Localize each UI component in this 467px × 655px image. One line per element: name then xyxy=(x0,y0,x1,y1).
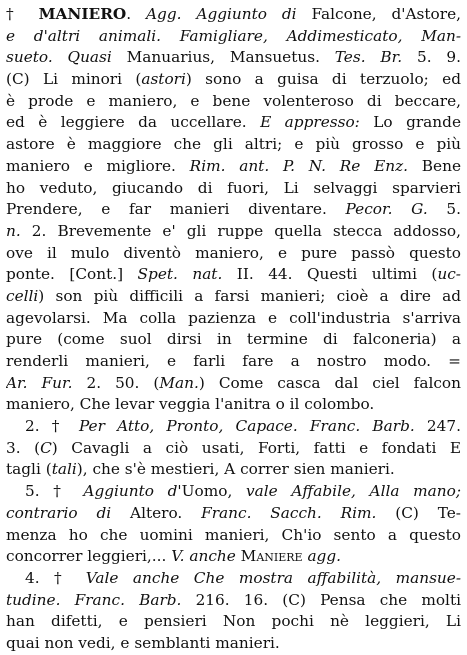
text-run: 2. 50. ( xyxy=(72,373,160,392)
text-run: II. 44. Questi ultimi ( xyxy=(222,265,438,284)
text-line xyxy=(6,134,461,156)
text-run: Per Atto, Pronto, Capace. Franc. Barb. xyxy=(78,417,415,436)
text-run: sueto. Quasi xyxy=(6,48,127,67)
text-line xyxy=(6,481,461,503)
text-run: tudine. Franc. Barb. xyxy=(6,590,182,609)
text-run: Agg. Aggiunto di xyxy=(146,5,312,23)
text-run: celli xyxy=(6,286,39,305)
text-run: Spet. nat. xyxy=(137,265,223,284)
text-run: 4. † xyxy=(25,568,86,587)
text-run: Ar. Fur. xyxy=(6,373,73,392)
text-run: astore è maggiore che gli altri; e più grosso e più xyxy=(6,135,461,154)
text-run: pure (come suol dirsi in termine di falconeria) a xyxy=(6,330,461,349)
text-run: Pecor. G. xyxy=(345,200,428,219)
text-line xyxy=(6,156,461,178)
text-run: ) sono a guisa di terzuolo; ed xyxy=(185,70,461,89)
text-line xyxy=(6,91,461,113)
text-run: ) Cavagli a ciò usati, Forti, fatti e fondati E xyxy=(51,438,461,457)
text-run: maniero, Che levar veggia l'anitra o il colombo. xyxy=(6,395,375,414)
text-run: menza ho che uomini manieri, Ch'io sento a questo xyxy=(6,525,461,544)
text-run: han difetti, e pensieri Non pochi nè leggieri, Li xyxy=(6,612,461,631)
text-run: 5. † xyxy=(25,482,84,501)
text-line xyxy=(6,351,461,373)
text-run: 5. 9. xyxy=(402,48,461,67)
text-line xyxy=(6,47,461,69)
text-line xyxy=(6,112,461,134)
text-line xyxy=(6,416,461,438)
text-run: Aggiunto d' xyxy=(83,482,182,501)
text-line xyxy=(6,329,461,351)
text-run: (C) Li minori ( xyxy=(6,70,142,89)
text-line xyxy=(6,503,461,525)
text-line xyxy=(6,525,461,547)
text-run: 5. xyxy=(427,200,461,219)
text-run: ), che s'è mestieri, A correr sien manieri. xyxy=(76,460,395,479)
text-run: n. xyxy=(6,221,21,240)
text-run: astori xyxy=(141,70,186,89)
text-run: Lo grande xyxy=(359,113,461,132)
text-line xyxy=(6,568,461,590)
text-line xyxy=(6,373,461,395)
text-run: 2. † xyxy=(25,417,79,436)
text-line xyxy=(6,221,461,243)
text-run: ove il mulo diventò maniero, e pure passò questo xyxy=(6,243,461,262)
text-run: Prendere, e far manieri diventare. xyxy=(6,200,346,219)
text-run: C xyxy=(40,438,52,457)
text-run: ) son più difficili a farsi manieri; cioè a dire ad xyxy=(38,286,461,305)
text-run: tagli ( xyxy=(6,460,52,479)
text-run: ponte. [Cont.] xyxy=(6,265,138,284)
text-run: Manuarius, Mansuetus. xyxy=(126,48,335,67)
text-run: Franc. Sacch. Rim. xyxy=(201,503,377,522)
text-run: uc- xyxy=(437,265,461,284)
text-run: Tes. Br. xyxy=(334,48,403,67)
text-run: Rim. ant. P. N. Re Enz. xyxy=(189,156,409,175)
text-run: ) Come casca dal ciel falcon xyxy=(198,373,461,392)
text-line xyxy=(6,590,461,612)
text-line xyxy=(6,26,461,48)
text-line xyxy=(6,286,461,308)
text-run: Vale anche Che mostra affabilità, mansue- xyxy=(85,568,461,587)
text-line xyxy=(6,199,461,221)
text-run: V. anche xyxy=(171,547,241,566)
text-line xyxy=(6,459,461,481)
text-line xyxy=(6,178,461,200)
text-line xyxy=(6,308,461,330)
text-run: Maniere xyxy=(240,547,303,566)
text-run: agg. xyxy=(302,547,342,566)
text-run: vale Affabile, Alla mano; xyxy=(246,482,461,501)
text-run: Bene xyxy=(408,156,461,175)
text-line xyxy=(6,394,461,416)
text-run: 2. Brevemente e' gli ruppe quella stecca addosso, xyxy=(20,221,461,240)
text-run: MANIERO xyxy=(38,5,127,23)
text-run: maniero e migliore. xyxy=(6,156,190,175)
text-run: Falcone, d'Astore, xyxy=(311,5,461,23)
text-line xyxy=(6,264,461,286)
text-run: renderli manieri, e farli fare a nostro modo. = xyxy=(6,352,461,370)
text-run: e d'altri animali. Famigliare, Addimesticato, Man- xyxy=(6,26,461,45)
text-run: Altero. xyxy=(130,503,202,522)
text-run: è prode e maniero, e bene volenteroso di beccare, xyxy=(6,91,461,110)
text-run: contrario di xyxy=(6,503,131,522)
text-run: agevolarsi. Ma colla pazienza e coll'industria s'arriva xyxy=(6,308,461,327)
text-run: (C) Te- xyxy=(376,503,461,522)
text-line xyxy=(6,4,461,26)
text-run: E appresso: xyxy=(260,113,360,132)
text-run: Uomo, xyxy=(181,482,246,501)
text-run: tali xyxy=(51,460,77,479)
text-run: † xyxy=(6,5,39,23)
text-run: . xyxy=(126,5,146,23)
text-run: Man. xyxy=(159,373,199,392)
text-line xyxy=(6,611,461,633)
text-run: 216. 16. (C) Pensa che molti xyxy=(181,590,461,609)
text-run: 247. xyxy=(414,417,461,436)
text-run: quai non vedi, e semblanti manieri. xyxy=(6,633,280,652)
text-run: ho veduto, giucando di fuori, Li selvaggi sparvieri xyxy=(6,178,461,197)
text-run: 3. ( xyxy=(6,438,41,457)
text-line xyxy=(6,438,461,460)
text-run: concorrer leggieri,... xyxy=(6,547,172,566)
text-line xyxy=(6,69,461,91)
text-line xyxy=(6,633,461,655)
text-line xyxy=(6,243,461,265)
text-run: ed è leggiere da uccellare. xyxy=(6,113,261,132)
text-line xyxy=(6,546,461,568)
